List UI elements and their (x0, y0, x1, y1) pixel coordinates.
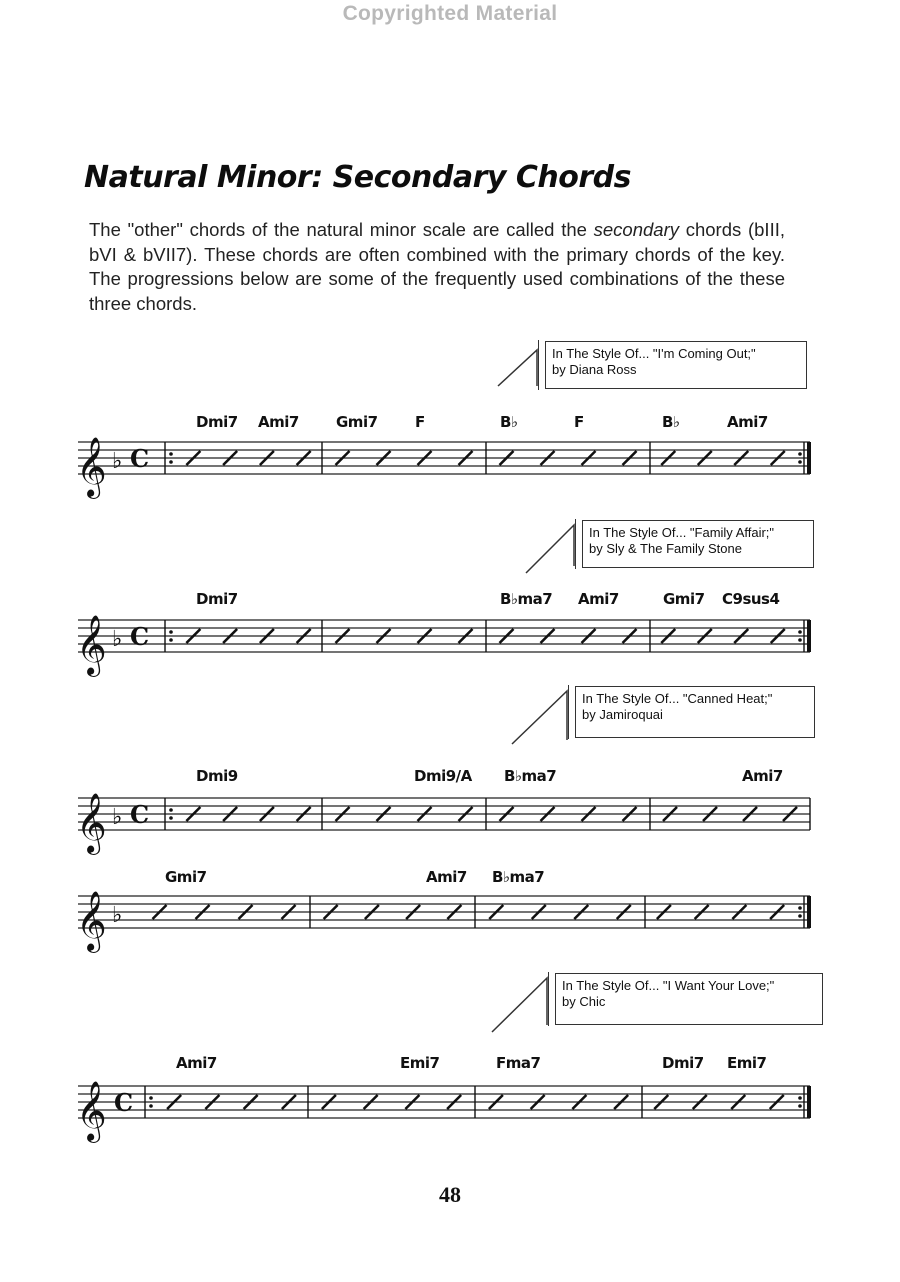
callout-4-artist: by Chic (562, 994, 606, 1009)
end-repeat-thick-barline (807, 896, 811, 928)
end-repeat-thick-barline (807, 442, 811, 474)
section-title: Natural Minor: Secondary Chords (84, 160, 631, 195)
end-repeat-thick-barline (807, 1086, 811, 1118)
callout-4-song: In The Style Of... "I Want Your Love;" (562, 978, 775, 993)
chord-symbol: Ami7 (742, 767, 783, 785)
chord-symbol: Ami7 (727, 413, 768, 431)
chord-symbol: Emi7 (727, 1054, 767, 1072)
flat-key-signature-icon: ♭ (112, 805, 123, 830)
chord-symbol: Gmi7 (165, 868, 207, 886)
callout-3-song: In The Style Of... "Canned Heat;" (582, 691, 773, 706)
repeat-dot (798, 638, 802, 642)
common-time-signature: C (114, 1088, 134, 1117)
repeat-dot (798, 460, 802, 464)
common-time-signature: C (130, 622, 150, 651)
treble-clef-icon: 𝄞 (76, 793, 107, 853)
chord-symbol: Dmi7 (662, 1054, 704, 1072)
treble-clef-icon: 𝄞 (76, 437, 107, 497)
chord-symbol: Ami7 (176, 1054, 217, 1072)
repeat-dot (149, 1096, 153, 1100)
chord-symbol: B♭ma7 (504, 767, 557, 785)
callout-2-pointer (526, 525, 574, 573)
intro-text-end: chords (bIII, bVI & bVII7). These chords are often combined with the primary chords of the key. The progressions below are some of the frequently used combinations of the these three chords. (89, 219, 785, 314)
chord-symbol: Gmi7 (336, 413, 378, 431)
chord-symbol: Ami7 (426, 868, 467, 886)
staff-1 (76, 413, 811, 499)
staves-group (76, 413, 811, 1143)
callout-pointers (492, 350, 574, 1032)
chord-symbol: Emi7 (400, 1054, 440, 1072)
repeat-dot (798, 1096, 802, 1100)
chord-symbol: B♭ma7 (492, 868, 545, 886)
chord-symbol: Dmi7 (196, 590, 238, 608)
intro-text-emphasis: secondary (593, 219, 679, 240)
callout-3-pointer (512, 691, 567, 744)
repeat-dot (798, 906, 802, 910)
staff-2 (76, 590, 811, 677)
chord-symbol: Dmi9 (196, 767, 238, 785)
flat-key-signature-icon: ♭ (112, 627, 123, 652)
chord-symbol: Fma7 (496, 1054, 541, 1072)
intro-text-start: The "other" chords of the natural minor scale are called the (89, 219, 594, 240)
repeat-dot (149, 1104, 153, 1108)
repeat-dot (798, 452, 802, 456)
end-repeat-thick-barline (807, 620, 811, 652)
chord-symbol: B♭ (500, 413, 518, 431)
repeat-dot (169, 816, 173, 820)
repeat-dot (169, 638, 173, 642)
flat-key-signature-icon: ♭ (112, 449, 123, 474)
repeat-dot (169, 808, 173, 812)
staff-5 (76, 1054, 811, 1143)
treble-clef-icon: 𝄞 (76, 1081, 107, 1141)
repeat-dot (169, 630, 173, 634)
repeat-dot (798, 914, 802, 918)
callout-1-song: In The Style Of... "I'm Coming Out;" (552, 346, 756, 361)
repeat-dot (169, 452, 173, 456)
chord-symbol: Gmi7 (663, 590, 705, 608)
repeat-dot (798, 630, 802, 634)
callout-3-artist: by Jamiroquai (582, 707, 663, 722)
common-time-signature: C (130, 444, 150, 473)
chord-symbol: Dmi9/A (414, 767, 472, 785)
treble-clef-icon: 𝄞 (76, 615, 107, 675)
staff-3 (76, 767, 810, 855)
repeat-dot (169, 460, 173, 464)
chord-symbol: F (574, 413, 584, 431)
callout-2-song: In The Style Of... "Family Affair;" (589, 525, 775, 540)
callout-2-artist: by Sly & The Family Stone (589, 541, 742, 556)
treble-clef-icon: 𝄞 (76, 891, 107, 951)
chord-symbol: C9sus4 (722, 590, 780, 608)
chord-symbol: F (415, 413, 425, 431)
flat-key-signature-icon: ♭ (112, 903, 123, 928)
staff-4 (76, 868, 811, 953)
copyright-watermark: Copyrighted Material (342, 2, 558, 25)
repeat-dot (798, 1104, 802, 1108)
chord-symbol: Ami7 (578, 590, 619, 608)
common-time-signature: C (130, 800, 150, 829)
chord-symbol: Ami7 (258, 413, 299, 431)
page-number: 48 (439, 1182, 461, 1207)
callout-4-pointer (492, 978, 547, 1032)
chord-symbol: B♭ma7 (500, 590, 553, 608)
chord-symbol: B♭ (662, 413, 680, 431)
callout-1-pointer (498, 350, 537, 386)
callout-1-artist: by Diana Ross (552, 362, 637, 377)
chord-symbol: Dmi7 (196, 413, 238, 431)
